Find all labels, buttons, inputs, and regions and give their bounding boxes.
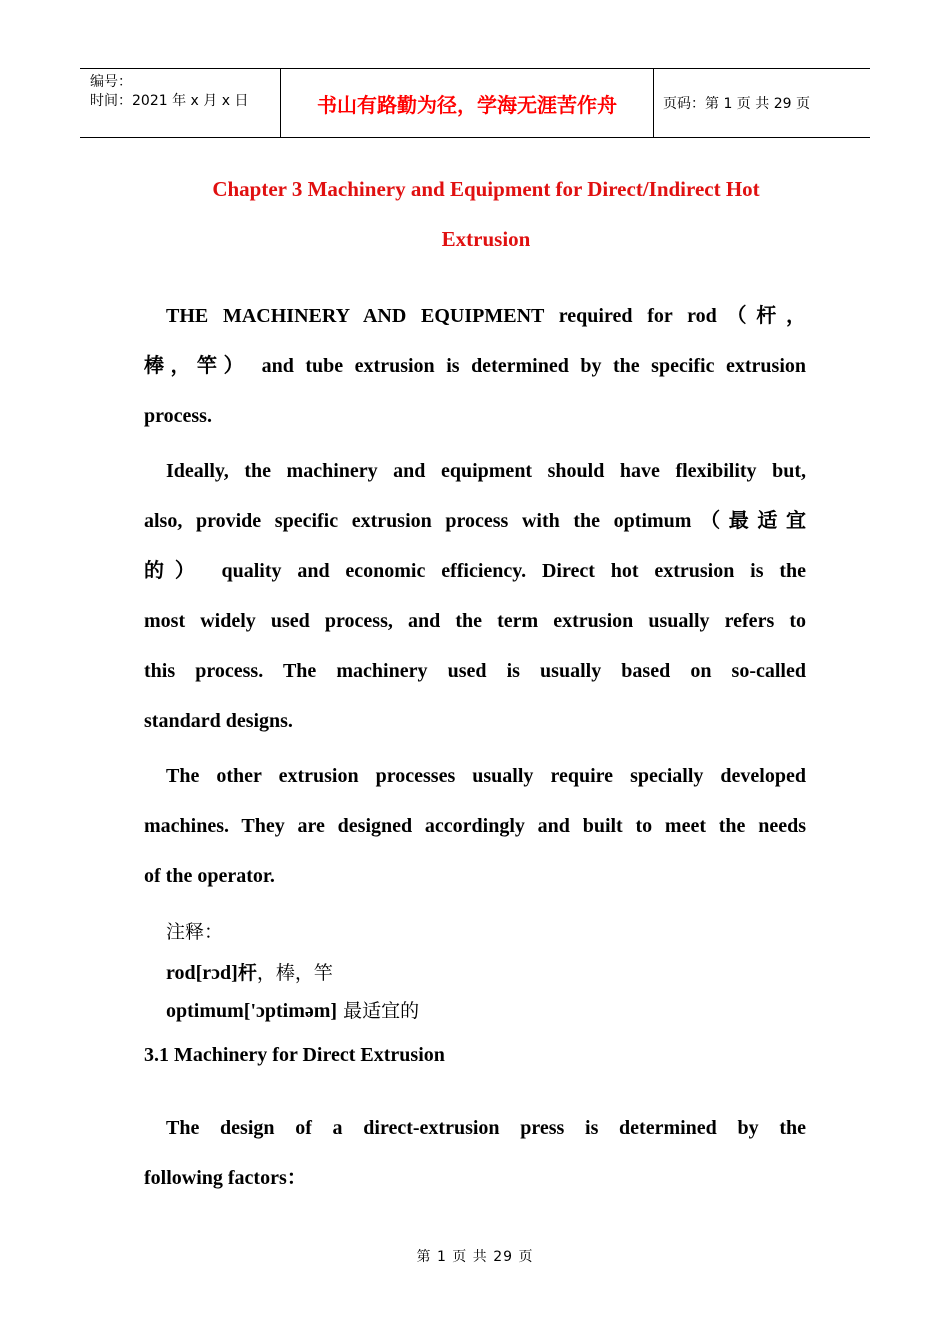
notes-heading (166, 920, 223, 944)
document-header (80, 68, 870, 138)
note-rod-meaning-bold: 杆 (237, 962, 257, 984)
paragraph-line: The design of a direct-extrusion press is determined by the (166, 1117, 806, 1139)
chapter-title-line-2: Extrusion (441, 227, 531, 251)
paragraph-line: The other extrusion processes usually require specially developed (166, 765, 806, 787)
paragraph-line: of the operator. (144, 865, 275, 887)
paragraph-1 (144, 291, 806, 441)
paragraph-line: machines. They are designed accordingly and built to meet the needs (144, 815, 806, 837)
paragraph-3 (144, 751, 806, 901)
note-optimum-term: optimum['ɔptiməm] (166, 1000, 338, 1022)
paragraph-line: THE MACHINERY AND EQUIPMENT required for rod（杆， (166, 305, 806, 327)
date-label: 时间：2021 年 x 月 x 日 (90, 93, 249, 109)
paragraph-line: 的） quality and economic efficiency. Direct hot extrusion is the (144, 560, 806, 582)
section-paragraph (144, 1103, 806, 1203)
serial-number-label: 编号： (90, 74, 132, 90)
note-rod-meaning: ，棒，竿 (256, 962, 333, 984)
header-page-info: 页码：第 1 页 共 29 页 (663, 96, 810, 112)
chapter-title-line-1: Chapter 3 Machinery and Equipment for Direct/Indirect Hot (212, 177, 760, 201)
paragraph-line: standard designs. (144, 710, 293, 732)
section-heading: 3.1 Machinery for Direct Extrusion (144, 1044, 445, 1066)
paragraph-2 (144, 446, 806, 746)
paragraph-line: following factors： (144, 1167, 307, 1189)
paragraph-line: most widely used process, and the term extrusion usually refers to (144, 610, 806, 632)
note-rod (166, 961, 333, 985)
note-rod-term: rod[rɔd] (166, 962, 238, 984)
notes-heading-text: 注释： (166, 921, 224, 943)
paragraph-line: also, provide specific extrusion process with the optimum（最适宜 (144, 510, 806, 532)
note-optimum (166, 999, 419, 1023)
paragraph-line: Ideally, the machinery and equipment should have flexibility but, (166, 460, 806, 482)
paragraph-line: 棒，竿） and tube extrusion is determined by the specific extrusion (144, 355, 806, 377)
page-footer: 第 1 页 共 29 页 (416, 1249, 534, 1265)
paragraph-line: this process. The machinery used is usually based on so-called (144, 660, 806, 682)
header-meta-cell (80, 69, 281, 137)
header-motto: 书山有路勤为径，学海无涯苦作舟 (281, 69, 654, 137)
paragraph-line: process. (144, 405, 212, 427)
note-optimum-meaning: 最适宜的 (337, 1000, 420, 1022)
